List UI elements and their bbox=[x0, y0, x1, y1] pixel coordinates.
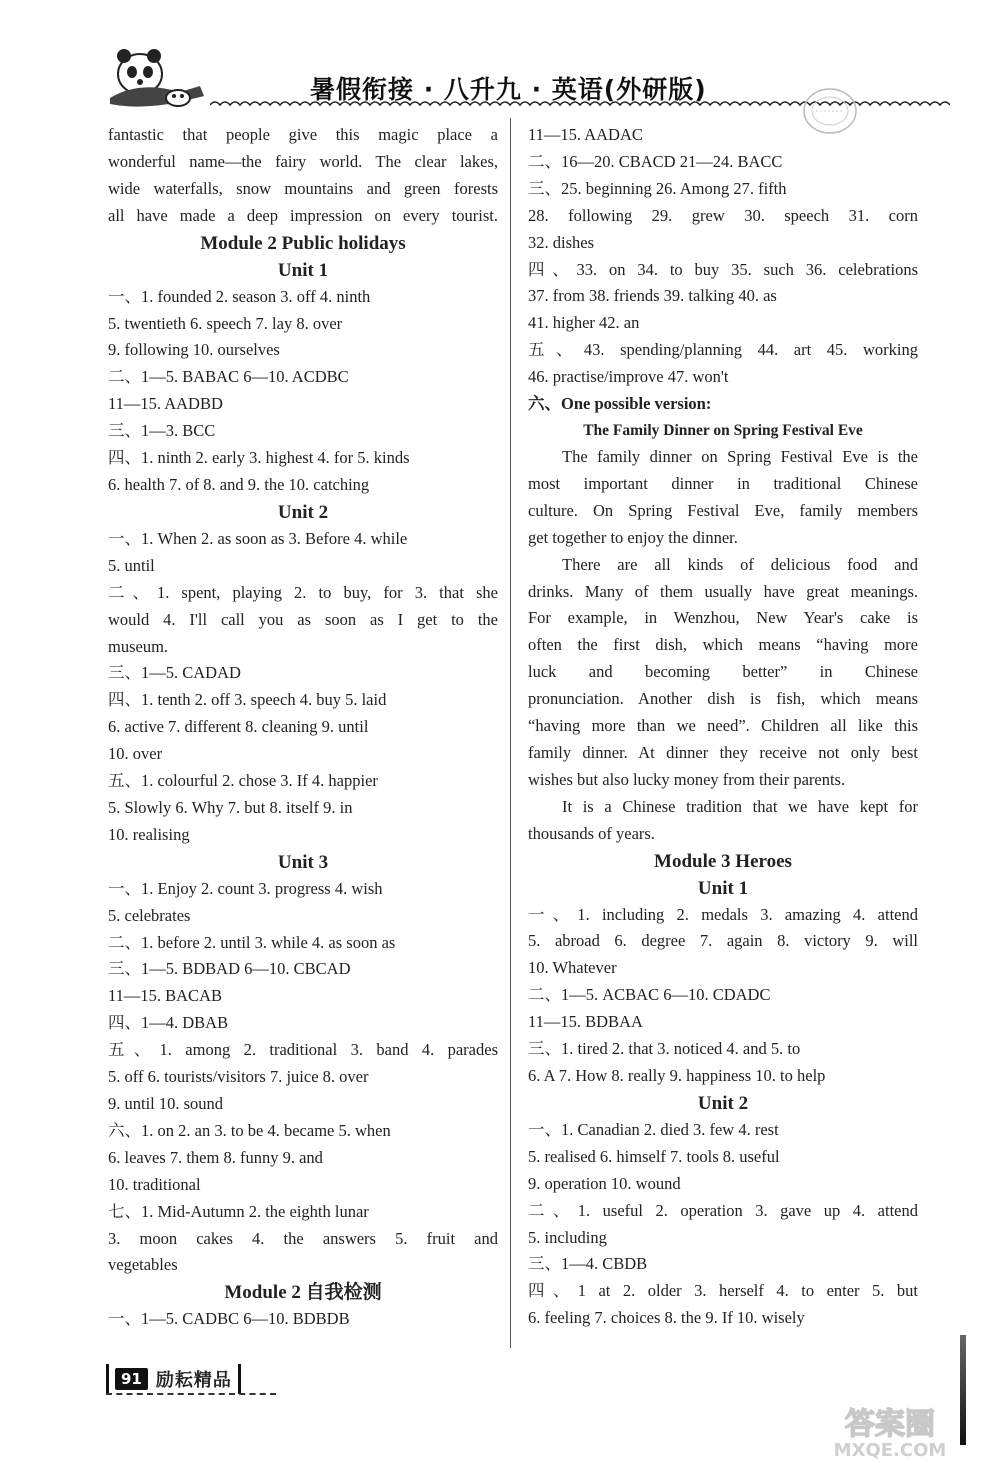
header-title: 暑假衔接 · 八升九 · 英语(外研版) bbox=[310, 75, 707, 104]
section-heading: Module 2 Public holidays bbox=[200, 232, 406, 254]
footer-brand: 励耘精品 bbox=[155, 1370, 232, 1391]
answer-line: 9. until 10. sound bbox=[108, 1094, 224, 1113]
footer-bar bbox=[106, 1364, 109, 1394]
answer-line: 10. traditional bbox=[108, 1174, 201, 1194]
right-column bbox=[528, 122, 918, 1332]
answer-line: 10. over bbox=[108, 744, 163, 764]
essay-title: The Family Dinner on Spring Festival Eve bbox=[583, 421, 863, 439]
text-line: luck and becoming better” in Chinese bbox=[528, 662, 918, 682]
text-line: fantastic that people give this magic place a bbox=[108, 125, 498, 144]
paragraph-first-line: There are all kinds of delicious food and bbox=[562, 554, 918, 574]
answer-line: 四、1. tenth 2. off 3. speech 4. buy 5. laid bbox=[108, 690, 387, 710]
section-heading: Module 2 自我检测 bbox=[224, 1282, 382, 1304]
text-line: “having more than we need”. Children all like this bbox=[528, 716, 918, 736]
answer-line: 三、1—5. BDBAD 6—10. CBCAD bbox=[108, 959, 351, 979]
text-line: 五、43. spending/planning 44. art 45. working bbox=[528, 340, 918, 360]
answer-line: wishes but also lucky money from their parents. bbox=[528, 769, 846, 789]
answer-line: 三、25. beginning 26. Among 27. fifth bbox=[528, 178, 787, 198]
answer-line: 5. celebrates bbox=[108, 905, 191, 925]
answer-line: 46. practise/improve 47. won't bbox=[528, 367, 729, 387]
text-line: most important dinner in traditional Chinese bbox=[528, 473, 918, 493]
answer-line: 10. realising bbox=[108, 824, 190, 844]
answer-line: 七、1. Mid-Autumn 2. the eighth lunar bbox=[108, 1201, 369, 1221]
answer-line: get together to enjoy the dinner. bbox=[528, 527, 738, 547]
answer-line: 5. including bbox=[528, 1227, 607, 1247]
paragraph-first-line: It is a Chinese tradition that we have kept for bbox=[562, 796, 918, 816]
answer-line: 11—15. BDBAA bbox=[528, 1012, 643, 1032]
answer-line: 6. feeling 7. choices 8. the 9. If 10. wisely bbox=[528, 1308, 805, 1328]
footer-bar-right bbox=[238, 1364, 241, 1394]
answer-line: 10. Whatever bbox=[528, 958, 617, 978]
watermark-text: 答案圈 bbox=[845, 1407, 935, 1442]
answer-line: 5. twentieth 6. speech 7. lay 8. over bbox=[108, 313, 343, 333]
answer-line: 三、1. tired 2. that 3. noticed 4. and 5. to bbox=[528, 1039, 801, 1059]
text-line: culture. On Spring Festival Eve, family members bbox=[528, 500, 918, 520]
answer-line: 6. active 7. different 8. cleaning 9. until bbox=[108, 717, 369, 737]
answer-line: 三、1—3. BCC bbox=[108, 421, 216, 441]
answer-line: 一、1. Enjoy 2. count 3. progress 4. wish bbox=[108, 878, 383, 898]
answer-line: 二、1—5. ACBAC 6—10. CDADC bbox=[528, 985, 771, 1005]
answer-line: 6. A 7. How 8. really 9. happiness 10. to help bbox=[528, 1066, 826, 1085]
text-line: pronunciation. Another dish is fish, which means bbox=[528, 689, 918, 709]
answer-line: 二、1—5. BABAC 6—10. ACDBC bbox=[108, 367, 349, 387]
text-line: wonderful name—the fairy world. The clear lakes, bbox=[108, 151, 498, 171]
page-footer bbox=[106, 1362, 241, 1396]
answer-line: 11—15. AADAC bbox=[528, 125, 643, 144]
answer-line: 四、1—4. DBAB bbox=[108, 1013, 229, 1033]
section-heading: Unit 1 bbox=[697, 877, 749, 899]
watermark-logo bbox=[800, 1400, 980, 1460]
answer-line: 三、1—5. CADAD bbox=[108, 663, 241, 683]
left-column bbox=[108, 122, 498, 1333]
text-line: often the first dish, which means “having more bbox=[528, 635, 918, 655]
text-line: all have made a deep impression on every tourist. bbox=[108, 205, 498, 225]
answer-line: 5. realised 6. himself 7. tools 8. useful bbox=[528, 1146, 780, 1166]
text-line: family dinner. At dinner they receive not only best bbox=[528, 742, 918, 762]
section-heading: Unit 2 bbox=[277, 501, 329, 523]
text-line: For example, in Wenzhou, New Year's cake is bbox=[528, 608, 918, 628]
section-heading: Unit 3 bbox=[277, 851, 329, 873]
column-divider bbox=[510, 118, 511, 1348]
section-heading: Module 3 Heroes bbox=[654, 850, 792, 872]
page-number: 91 bbox=[115, 1368, 148, 1390]
answer-line: 5. off 6. tourists/visitors 7. juice 8. over bbox=[108, 1067, 369, 1087]
section-heading: Unit 2 bbox=[697, 1092, 749, 1114]
paragraph-first-line: The family dinner on Spring Festival Eve is the bbox=[562, 446, 918, 466]
text-line: 四、33. on 34. to buy 35. such 36. celebrations bbox=[528, 259, 918, 279]
answer-line: 一、1—5. CADBC 6—10. BDBDB bbox=[108, 1309, 350, 1329]
answer-line: 5. until bbox=[108, 555, 155, 575]
answer-line: museum. bbox=[108, 636, 169, 656]
answer-line: vegetables bbox=[108, 1255, 178, 1275]
answer-line: 一、1. founded 2. season 3. off 4. ninth bbox=[108, 286, 371, 306]
answer-line: 一、1. When 2. as soon as 3. Before 4. while bbox=[108, 528, 408, 548]
answer-line: 四、1. ninth 2. early 3. highest 4. for 5. kinds bbox=[108, 448, 410, 468]
answer-line: 41. higher 42. an bbox=[528, 313, 640, 333]
section-heading: Unit 1 bbox=[277, 259, 329, 281]
footer-dashed-rule bbox=[106, 1393, 276, 1395]
answer-line: 二、1. before 2. until 3. while 4. as soon as bbox=[108, 932, 396, 952]
answer-line: 9. following 10. ourselves bbox=[108, 340, 280, 360]
text-line: 五、1. among 2. traditional 3. band 4. parades bbox=[108, 1040, 498, 1060]
text-line: 5. abroad 6. degree 7. again 8. victory 9. will bbox=[528, 931, 918, 951]
answer-line: 一、1. Canadian 2. died 3. few 4. rest bbox=[528, 1119, 779, 1139]
text-line: wide waterfalls, snow mountains and green forests bbox=[108, 178, 498, 198]
text-line: 3. moon cakes 4. the answers 5. fruit and bbox=[108, 1228, 498, 1248]
answer-line: 6. leaves 7. them 8. funny 9. and bbox=[108, 1147, 323, 1167]
text-line: 二、1. spent, playing 2. to buy, for 3. that she bbox=[108, 582, 498, 602]
text-line: 二、1. useful 2. operation 3. gave up 4. attend bbox=[528, 1200, 918, 1220]
answer-line: 二、16—20. CBACD 21—24. BACC bbox=[528, 151, 783, 171]
text-line: would 4. I'll call you as soon as I get to the bbox=[108, 609, 498, 629]
answer-line: thousands of years. bbox=[528, 823, 655, 843]
answer-line: 9. operation 10. wound bbox=[528, 1173, 681, 1193]
answer-line: 六、1. on 2. an 3. to be 4. became 5. when bbox=[108, 1120, 391, 1140]
answer-line: 三、1—4. CBDB bbox=[528, 1254, 648, 1274]
text-line: 四、1 at 2. older 3. herself 4. to enter 5. but bbox=[528, 1281, 918, 1301]
text-line: drinks. Many of them usually have great meanings. bbox=[528, 581, 918, 601]
answer-line: 37. from 38. friends 39. talking 40. as bbox=[528, 286, 777, 306]
section-label: 六、One possible version: bbox=[528, 394, 712, 414]
watermark-url: MXQE.COM bbox=[833, 1440, 947, 1460]
text-line: 28. following 29. grew 30. speech 31. corn bbox=[528, 205, 918, 225]
panda-mascot-icon bbox=[100, 40, 210, 110]
answer-line: 11—15. AADBD bbox=[108, 394, 223, 414]
text-line: 一、1. including 2. medals 3. amazing 4. attend bbox=[528, 904, 918, 924]
answer-line: 32. dishes bbox=[528, 232, 594, 252]
answer-line: 11—15. BACAB bbox=[108, 986, 222, 1006]
answer-line: 五、1. colourful 2. chose 3. If 4. happier bbox=[108, 771, 378, 791]
answer-line: 6. health 7. of 8. and 9. the 10. catching bbox=[108, 474, 370, 494]
answer-line: 5. Slowly 6. Why 7. but 8. itself 9. in bbox=[108, 797, 353, 817]
